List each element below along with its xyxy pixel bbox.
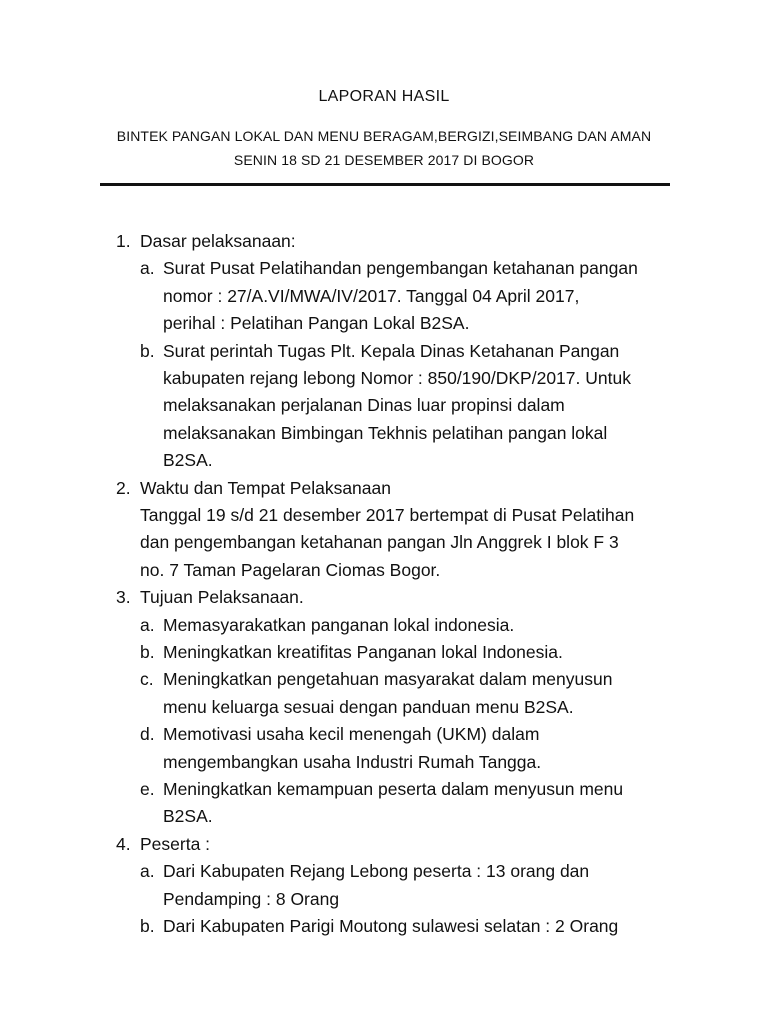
header-divider — [100, 183, 670, 186]
list-item-letter: e. — [140, 779, 155, 799]
list-item-line: Surat perintah Tugas Plt. Kepala Dinas Ketahanan Pangan — [163, 340, 620, 361]
document-subtitle-line2: SENIN 18 SD 21 DESEMBER 2017 DI BOGOR — [233, 152, 535, 168]
list-item-line: Dari Kabupaten Rejang Lebong peserta : 13 orang dan — [163, 861, 590, 882]
list-item-line: menu keluarga sesuai dengan panduan menu B2SA. — [163, 696, 574, 717]
list-item-line: Memasyarakatkan panganan lokal indonesia. — [163, 614, 515, 635]
list-item-line: Meningkatkan pengetahuan masyarakat dalam menyusun — [163, 669, 613, 690]
section-paragraph-line: dan pengembangan ketahanan pangan Jln Anggrek I blok F 3 — [140, 532, 619, 553]
list-item-letter: a. — [140, 614, 155, 635]
list-item-letter: b. — [140, 916, 155, 936]
list-item-line: perihal : Pelatihan Pangan Lokal B2SA. — [163, 313, 470, 334]
list-item-letter: a. — [140, 258, 155, 279]
section-heading: Tujuan Pelaksanaan. — [140, 587, 304, 608]
list-item-letter: b. — [140, 642, 155, 662]
list-item-line: melaksanakan Bimbingan Tekhnis pelatihan pangan lokal — [163, 422, 608, 443]
list-item-line: Dari Kabupaten Parigi Moutong sulawesi selatan : 2 Orang — [163, 916, 619, 936]
document-title: LAPORAN HASIL — [318, 88, 450, 105]
section-number: 1. — [116, 231, 131, 251]
list-item-letter: c. — [140, 669, 154, 690]
list-item-line: Memotivasi usaha kecil menengah (UKM) dalam — [163, 724, 540, 745]
section-number: 4. — [116, 833, 131, 854]
section-paragraph-line: Tanggal 19 s/d 21 desember 2017 bertempat di Pusat Pelatihan — [140, 505, 635, 525]
list-item-line: Meningkatkan kreatifitas Panganan lokal Indonesia. — [163, 642, 563, 662]
list-item-line: Meningkatkan kemampuan peserta dalam menyusun menu — [163, 779, 624, 799]
list-item-line: nomor : 27/A.VI/MWA/IV/2017. Tanggal 04 April 2017, — [163, 285, 580, 306]
section-heading: Dasar pelaksanaan: — [140, 231, 296, 251]
list-item-letter: b. — [140, 340, 155, 361]
document-subtitle-line1: BINTEK PANGAN LOKAL DAN MENU BERAGAM,BERGIZI,SEIMBANG DAN AMAN — [116, 128, 652, 144]
list-item-line: melaksanakan perjalanan Dinas luar propinsi dalam — [163, 395, 565, 416]
list-item-line: Pendamping : 8 Orang — [163, 888, 340, 909]
list-item-line: Surat Pusat Pelatihandan pengembangan ketahanan pangan — [163, 258, 638, 279]
section-heading: Waktu dan Tempat Pelaksanaan — [140, 477, 391, 498]
list-item-letter: d. — [140, 724, 155, 745]
section-heading: Peserta : — [140, 833, 211, 854]
section-number: 2. — [116, 477, 131, 498]
list-item-letter: a. — [140, 861, 155, 882]
section-number: 3. — [116, 587, 131, 608]
list-item-line: mengembangkan usaha Industri Rumah Tangga. — [163, 751, 542, 772]
list-item-line: B2SA. — [163, 806, 213, 827]
list-item-line: kabupaten rejang lebong Nomor : 850/190/DKP/2017. Untuk — [163, 368, 631, 388]
section-paragraph-line: no. 7 Taman Pagelaran Ciomas Bogor. — [140, 559, 441, 580]
list-item-line: B2SA. — [163, 450, 213, 471]
